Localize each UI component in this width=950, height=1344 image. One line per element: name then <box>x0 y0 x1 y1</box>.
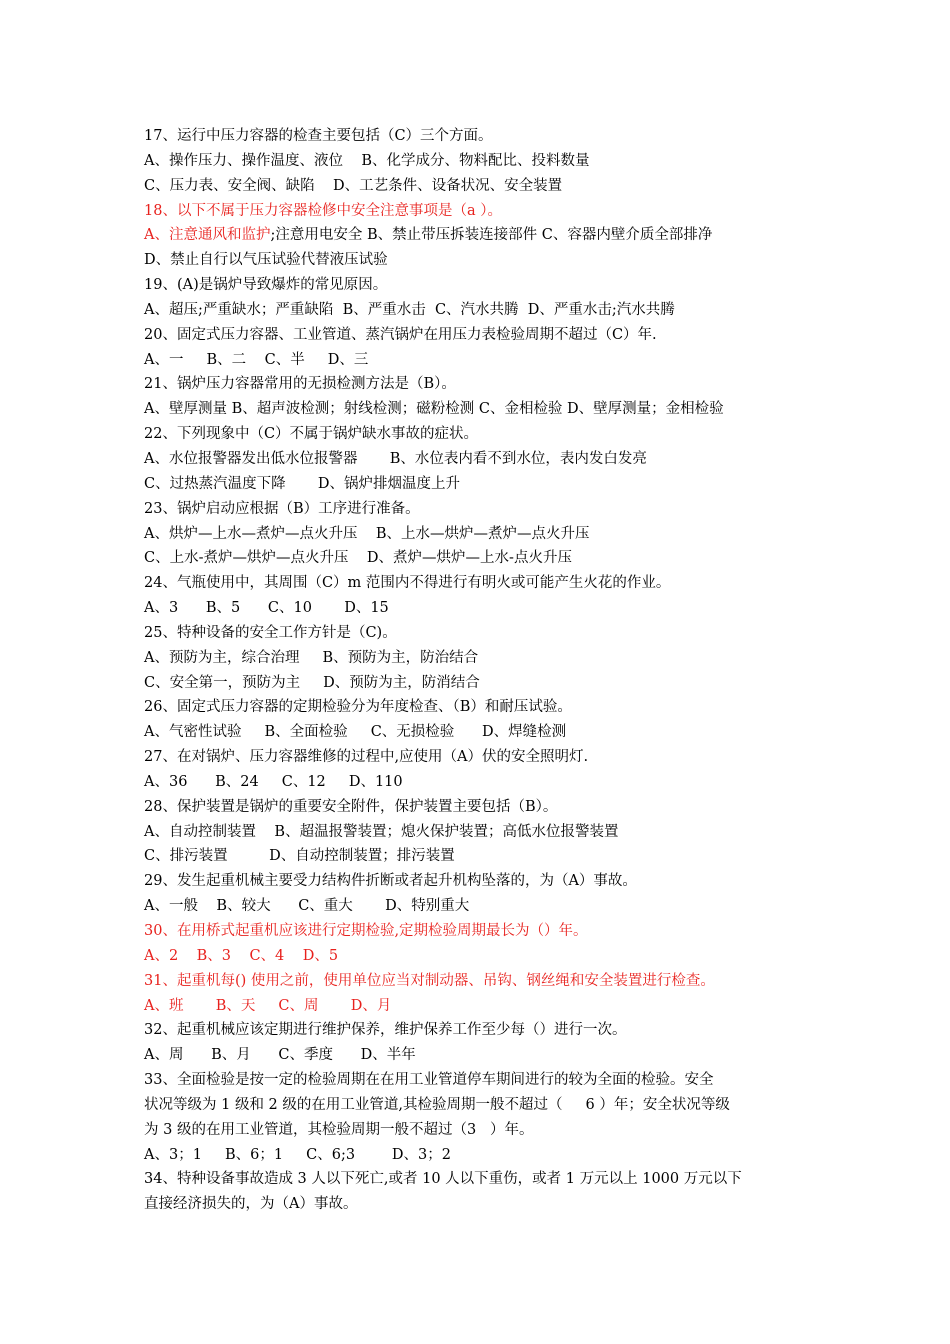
document-body <box>144 124 809 1217</box>
options-18-d: D、禁止自行以气压试验代替液压试验 <box>144 252 388 269</box>
options-17-ab: A、操作压力、操作温度、液位 B、化学成分、物料配比、投料数量 <box>144 152 590 169</box>
options-23-ab: A、烘炉—上水—煮炉—点火升压 B、上水—烘炉—煮炉—点火升压 <box>144 525 590 542</box>
question-31: 31、起重机每() 使用之前，使用单位应当对制动器、吊钩、钢丝绳和安全装置进行检查。 <box>144 972 715 989</box>
options-18-abc <box>144 223 809 248</box>
options-25-cd: C、安全第一，预防为主 D、预防为主，防消结合 <box>144 674 480 691</box>
question-30: 30、在用桥式起重机应该进行定期检验,定期检验周期最长为（）年。 <box>144 923 588 939</box>
options-28-ab: A、自动控制装置 B、超温报警装置；熄火保护装置；高低水位报警装置 <box>144 823 619 840</box>
question-26: 26、固定式压力容器的定期检验分为年度检查、（B）和耐压试验。 <box>144 699 572 716</box>
question-19: 19、(A)是锅炉导致爆炸的常见原因。 <box>144 277 388 294</box>
question-28: 28、保护装置是锅炉的重要安全附件，保护装置主要包括（B）。 <box>144 798 558 815</box>
options-32: A、周 B、月 C、季度 D、半年 <box>144 1047 416 1064</box>
question-34-line-2: 直接经济损失的，为（A）事故。 <box>144 1196 358 1213</box>
question-27: 27、在对锅炉、压力容器维修的过程中,应使用（A）伏的安全照明灯. <box>144 749 589 766</box>
options-24: A、3 B、5 C、10 D、15 <box>144 600 389 617</box>
question-34-line-1: 34、特种设备事故造成 3 人以下死亡,或者 10 人以下重伤，或者 1 万元以上 1000 万元以下 <box>144 1171 742 1188</box>
question-17: 17、运行中压力容器的检查主要包括（C）三个方面。 <box>144 128 493 144</box>
options-21: A、壁厚测量 B、超声波检测；射线检测；磁粉检测 C、金相检验 D、壁厚测量；金相检验 <box>144 401 724 418</box>
question-23: 23、锅炉启动应根据（B）工序进行准备。 <box>144 500 420 517</box>
question-21: 21、锅炉压力容器常用的无损检测方法是（B）。 <box>144 376 456 393</box>
options-22-ab: A、水位报警器发出低水位报警器 B、水位表内看不到水位，表内发白发亮 <box>144 450 647 467</box>
options-18-rest: ;注意用电安全 B、禁止带压拆装连接部件 C、容器内壁介质全部排净 <box>270 227 713 244</box>
question-20: 20、固定式压力容器、工业管道、蒸汽锅炉在用压力表检验周期不超过（C）年. <box>144 326 657 343</box>
options-18-highlight: A、注意通风和监护 <box>144 227 271 244</box>
question-33-line-2: 状况等级为 1 级和 2 级的在用工业管道,其检验周期一般不超过（ 6 ）年；安全状况等级 <box>144 1096 730 1113</box>
options-33: A、3；1 B、6；1 C、6;3 D、3；2 <box>144 1146 451 1163</box>
question-18: 18、以下不属于压力容器检修中安全注意事项是（a ）。 <box>144 202 502 219</box>
options-31: A、班 B、天 C、周 D、月 <box>144 997 392 1014</box>
options-25-ab: A、预防为主，综合治理 B、预防为主，防治结合 <box>144 649 479 666</box>
options-26: A、气密性试验 B、全面检验 C、无损检验 D、焊缝检测 <box>144 724 567 741</box>
options-19: A、超压;严重缺水；严重缺陷 B、严重水击 C、汽水共腾 D、严重水击;汽水共腾 <box>144 301 675 318</box>
question-32: 32、起重机械应该定期进行维护保养，维护保养工作至少每（）进行一次。 <box>144 1022 627 1039</box>
question-22: 22、下列现象中（C）不属于锅炉缺水事故的症状。 <box>144 426 479 443</box>
options-22-cd: C、过热蒸汽温度下降 D、锅炉排烟温度上升 <box>144 475 460 492</box>
options-20: A、一 B、二 C、半 D、三 <box>144 351 369 368</box>
question-29: 29、发生起重机械主要受力结构件折断或者起升机构坠落的，为（A）事故。 <box>144 873 637 890</box>
options-28-cd: C、排污装置 D、自动控制装置；排污装置 <box>144 848 455 865</box>
options-27: A、36 B、24 C、12 D、110 <box>144 773 403 790</box>
question-25: 25、特种设备的安全工作方针是（C)。 <box>144 624 397 641</box>
options-23-cd: C、上水-煮炉—烘炉—点火升压 D、煮炉—烘炉—上水-点火升压 <box>144 550 572 567</box>
options-17-cd: C、压力表、安全阀、缺陷 D、工艺条件、设备状况、安全装置 <box>144 177 563 194</box>
options-30: A、2 B、3 C、4 D、5 <box>144 947 339 964</box>
question-24: 24、气瓶使用中，其周围（C）m 范围内不得进行有明火或可能产生火花的作业。 <box>144 575 671 592</box>
question-33-line-3: 为 3 级的在用工业管道，其检验周期一般不超过（3 ）年。 <box>144 1121 534 1138</box>
options-29: A、一般 B、较大 C、重大 D、特别重大 <box>144 898 470 915</box>
question-33-line-1: 33、全面检验是按一定的检验周期在在用工业管道停车期间进行的较为全面的检验。安全 <box>144 1072 714 1089</box>
